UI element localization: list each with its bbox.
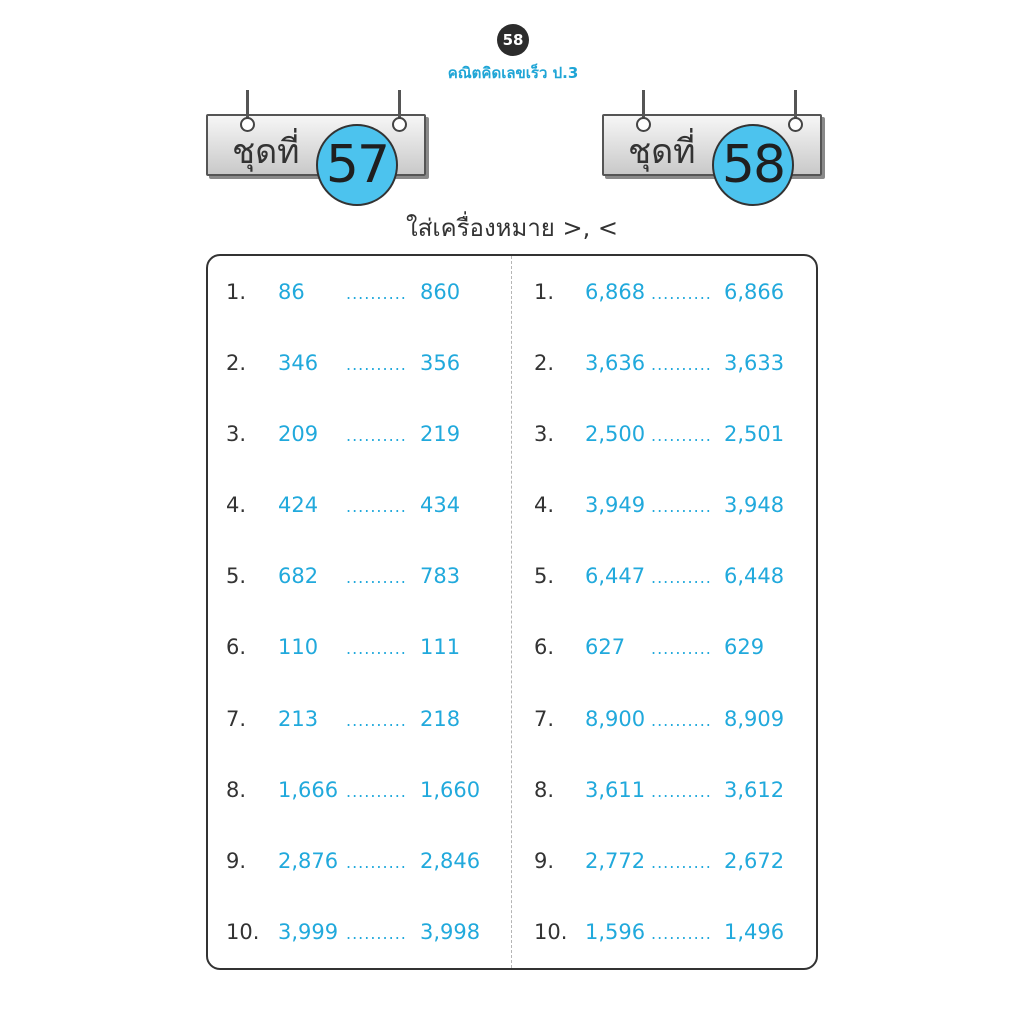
problem-number: 8. xyxy=(226,777,247,802)
answer-blank[interactable]: .......... xyxy=(346,497,407,517)
right-value: 356 xyxy=(420,351,461,376)
ring-wire xyxy=(794,90,797,120)
problem-row xyxy=(534,762,834,833)
left-value: 682 xyxy=(278,564,319,589)
problem-row xyxy=(226,548,526,619)
set-label: ชุดที่ xyxy=(628,132,696,172)
answer-blank[interactable]: .......... xyxy=(651,639,712,659)
problem-row xyxy=(226,904,526,975)
left-value: 6,447 xyxy=(585,564,646,589)
ring-wire xyxy=(398,90,401,120)
problem-number: 6. xyxy=(226,635,247,660)
left-value: 1,666 xyxy=(278,777,339,802)
problem-number: 9. xyxy=(534,848,555,873)
set-label: ชุดที่ xyxy=(232,132,300,172)
left-value: 424 xyxy=(278,493,319,518)
instruction: ใส่เครื่องหมาย >, < xyxy=(406,214,618,242)
answer-blank[interactable]: .......... xyxy=(651,781,712,801)
problem-row xyxy=(226,762,526,833)
problem-row xyxy=(534,406,834,477)
right-value: 6,866 xyxy=(724,280,785,304)
right-value: 8,909 xyxy=(724,706,785,731)
left-value: 3,999 xyxy=(278,919,339,944)
right-value: 2,501 xyxy=(724,422,785,447)
answer-blank[interactable]: .......... xyxy=(651,284,712,303)
right-value: 219 xyxy=(420,422,461,447)
left-value: 3,949 xyxy=(585,493,646,518)
problem-row xyxy=(226,335,526,406)
problem-row xyxy=(534,335,834,406)
problem-row xyxy=(534,619,834,690)
problem-row xyxy=(534,477,834,548)
problem-number: 1. xyxy=(534,280,555,304)
answer-blank[interactable]: .......... xyxy=(651,355,712,375)
right-value: 3,948 xyxy=(724,493,785,518)
right-value: 3,633 xyxy=(724,351,785,376)
problem-number: 3. xyxy=(226,422,247,447)
problem-number: 6. xyxy=(534,635,555,660)
right-value: 3,612 xyxy=(724,777,785,802)
left-value: 1,596 xyxy=(585,919,646,944)
problem-row xyxy=(534,691,834,762)
left-value: 2,500 xyxy=(585,422,646,447)
problem-number: 4. xyxy=(534,493,555,518)
right-value: 218 xyxy=(420,706,461,731)
ring-wire xyxy=(246,90,249,120)
problem-number: 3. xyxy=(534,422,555,447)
right-value: 860 xyxy=(420,280,461,304)
left-value: 2,772 xyxy=(585,848,646,873)
answer-blank[interactable]: .......... xyxy=(346,426,407,446)
right-value: 629 xyxy=(724,635,765,660)
right-value: 2,672 xyxy=(724,848,785,873)
left-problem-column xyxy=(226,264,526,975)
problem-row xyxy=(226,833,526,904)
set-number: 57 xyxy=(316,124,398,206)
right-value: 783 xyxy=(420,564,461,589)
right-value: 1,660 xyxy=(420,777,481,802)
right-problem-column xyxy=(534,264,834,975)
problem-number: 7. xyxy=(534,706,555,731)
answer-blank[interactable]: .......... xyxy=(651,852,712,872)
right-value: 3,998 xyxy=(420,919,481,944)
problem-row xyxy=(534,548,834,619)
problem-row xyxy=(534,833,834,904)
problem-number: 5. xyxy=(226,564,247,589)
problem-number: 2. xyxy=(534,351,555,376)
problem-row xyxy=(226,406,526,477)
problem-number: 2. xyxy=(226,351,247,376)
problem-row xyxy=(226,264,526,335)
answer-blank[interactable]: .......... xyxy=(651,568,712,588)
set-number: 58 xyxy=(712,124,794,206)
set-sign-57 xyxy=(206,114,426,195)
problem-row xyxy=(534,264,834,335)
left-value: 213 xyxy=(278,706,319,731)
problem-number: 9. xyxy=(226,848,247,873)
answer-blank[interactable]: .......... xyxy=(346,852,407,872)
right-value: 6,448 xyxy=(724,564,785,589)
answer-blank[interactable]: .......... xyxy=(346,781,407,801)
answer-blank[interactable]: .......... xyxy=(346,710,407,730)
left-value: 3,611 xyxy=(585,777,646,802)
right-value: 1,496 xyxy=(724,919,785,944)
answer-blank[interactable]: .......... xyxy=(651,426,712,446)
problem-number: 10. xyxy=(534,919,568,944)
left-value: 209 xyxy=(278,422,319,447)
answer-blank[interactable]: .......... xyxy=(346,639,407,659)
problem-number: 5. xyxy=(534,564,555,589)
ring-hole-icon xyxy=(392,117,407,132)
ring-wire xyxy=(642,90,645,120)
left-value: 86 xyxy=(278,280,305,304)
answer-blank[interactable]: .......... xyxy=(346,568,407,588)
problem-row xyxy=(226,691,526,762)
left-value: 6,868 xyxy=(585,280,646,304)
answer-blank[interactable]: .......... xyxy=(346,284,407,303)
problem-number: 7. xyxy=(226,706,247,731)
right-value: 2,846 xyxy=(420,848,481,873)
left-value: 627 xyxy=(585,635,626,660)
left-value: 8,900 xyxy=(585,706,646,731)
left-value: 3,636 xyxy=(585,351,646,376)
problem-number: 8. xyxy=(534,777,555,802)
answer-blank[interactable]: .......... xyxy=(346,355,407,375)
left-value: 346 xyxy=(278,351,319,376)
problem-number: 1. xyxy=(226,280,247,304)
answer-blank[interactable]: .......... xyxy=(346,923,407,943)
problem-row xyxy=(226,477,526,548)
ring-hole-icon xyxy=(788,117,803,132)
page-number-badge: 58 xyxy=(497,24,529,56)
answer-blank[interactable]: .......... xyxy=(651,710,712,730)
problem-number: 10. xyxy=(226,919,260,944)
problem-row xyxy=(226,619,526,690)
answer-blank[interactable]: .......... xyxy=(651,497,712,517)
left-value: 110 xyxy=(278,635,319,660)
right-value: 111 xyxy=(420,635,461,660)
problem-row xyxy=(534,904,834,975)
right-value: 434 xyxy=(420,493,461,518)
problem-number: 4. xyxy=(226,493,247,518)
answer-blank[interactable]: .......... xyxy=(651,923,712,943)
left-value: 2,876 xyxy=(278,848,339,873)
book-title: คณิตคิดเลขเร็ว ป.3 xyxy=(447,64,579,82)
set-sign-58 xyxy=(602,114,822,195)
